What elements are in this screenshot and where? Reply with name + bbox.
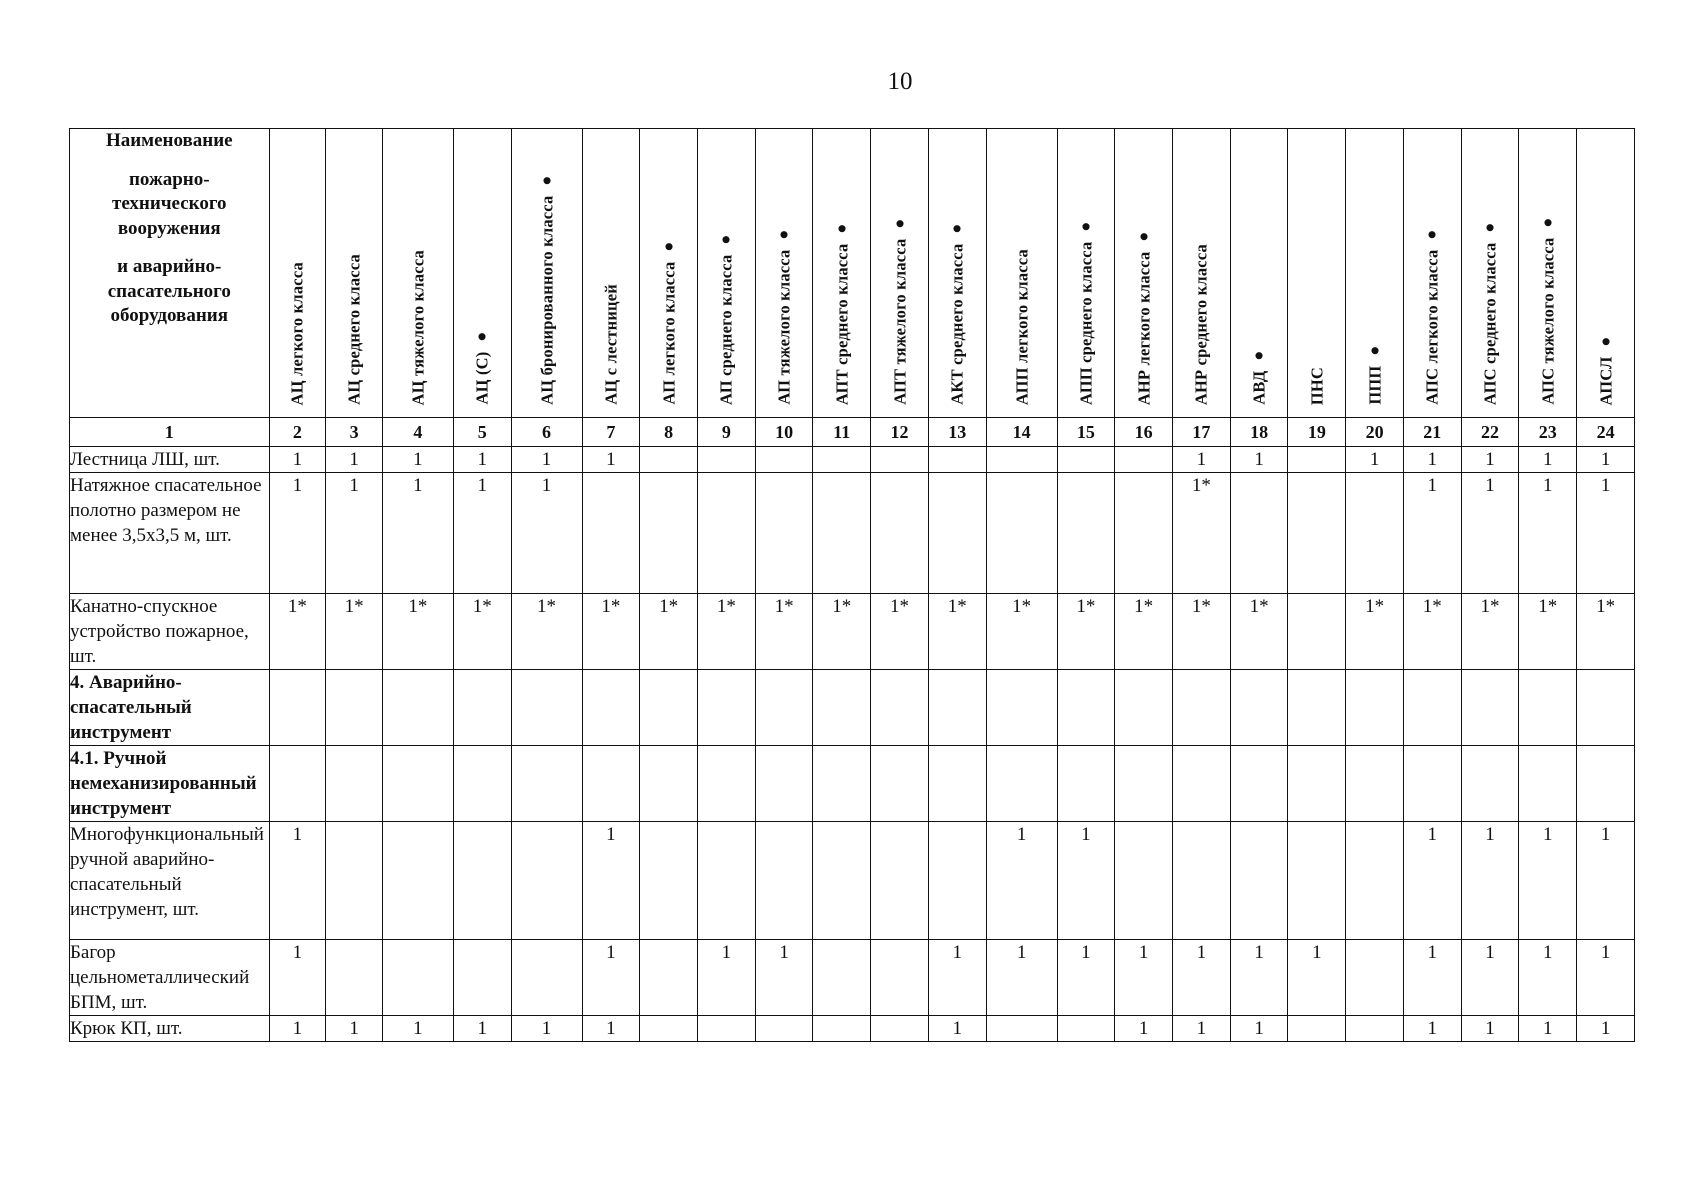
column-header	[382, 129, 453, 418]
table-cell	[382, 822, 453, 940]
table-row	[70, 746, 1635, 822]
row-name: Канатно-спускное устройство пожарное, шт.	[70, 594, 270, 670]
table-cell	[697, 746, 755, 822]
column-header	[1115, 129, 1173, 418]
column-number: 4	[382, 418, 453, 447]
row-name: Багор цельнометаллический БПМ, шт.	[70, 940, 270, 1016]
column-header	[1230, 129, 1288, 418]
table-cell	[1230, 822, 1288, 940]
table-cell: 1	[1115, 1016, 1173, 1042]
table-cell	[755, 746, 813, 822]
column-header	[582, 129, 640, 418]
table-cell: 1	[382, 473, 453, 594]
table-cell	[928, 822, 986, 940]
column-number: 3	[326, 418, 383, 447]
table-cell: 1	[1230, 940, 1288, 1016]
table-row	[70, 940, 1635, 1016]
table-cell	[871, 940, 929, 1016]
table-cell	[1173, 822, 1231, 940]
table-cell: 1*	[1461, 594, 1519, 670]
table-cell: 1	[1519, 473, 1577, 594]
header-row	[70, 129, 1635, 418]
table-cell	[697, 473, 755, 594]
column-header-label: АПС легкого класса ●	[1422, 226, 1442, 405]
table-cell: 1	[1577, 1016, 1635, 1042]
column-header	[1461, 129, 1519, 418]
table-cell	[1057, 746, 1115, 822]
table-cell: 1	[1461, 473, 1519, 594]
column-number: 1	[70, 418, 270, 447]
column-header	[1403, 129, 1461, 418]
table-row	[70, 1016, 1635, 1042]
column-number: 18	[1230, 418, 1288, 447]
column-header	[1173, 129, 1231, 418]
table-cell: 1	[1519, 940, 1577, 1016]
column-number: 10	[755, 418, 813, 447]
table-cell	[871, 1016, 929, 1042]
table-cell: 1	[582, 940, 640, 1016]
table-cell: 1*	[269, 594, 326, 670]
column-header	[986, 129, 1057, 418]
column-header-label: АПП легкого класса	[1012, 248, 1032, 405]
table-cell: 1	[1403, 473, 1461, 594]
table-cell	[640, 1016, 698, 1042]
table-cell: 1	[269, 1016, 326, 1042]
table-cell: 1	[928, 1016, 986, 1042]
table-cell: 1*	[582, 594, 640, 670]
table-cell	[1519, 746, 1577, 822]
column-header-label: АЦ (С) ●	[472, 328, 492, 405]
table-cell: 1	[326, 473, 383, 594]
table-cell	[1230, 670, 1288, 746]
table-cell: 1	[582, 447, 640, 473]
row-name: 4. Аварийно-спасательный инструмент	[70, 670, 270, 746]
table-cell	[453, 940, 511, 1016]
table-cell: 1	[382, 1016, 453, 1042]
table-cell	[1346, 940, 1404, 1016]
column-number: 6	[511, 418, 582, 447]
column-header-label: АП тяжелого класса ●	[774, 226, 794, 405]
table-cell: 1	[1115, 940, 1173, 1016]
column-number: 7	[582, 418, 640, 447]
table-cell: 1	[1577, 940, 1635, 1016]
table-cell	[1346, 1016, 1404, 1042]
table-cell	[582, 670, 640, 746]
table-cell	[755, 473, 813, 594]
table-cell	[1115, 670, 1173, 746]
table-cell	[1173, 670, 1231, 746]
table-cell: 1	[1577, 822, 1635, 940]
table-cell	[986, 746, 1057, 822]
table-cell: 1	[928, 940, 986, 1016]
table-cell	[1403, 670, 1461, 746]
row-name: Натяжное спасательное полотно размером не менее 3,5х3,5 м, шт.	[70, 473, 270, 594]
table-cell	[1288, 594, 1346, 670]
column-header-label: АЦ с лестницей	[601, 284, 621, 405]
column-header	[1346, 129, 1404, 418]
table-cell	[453, 822, 511, 940]
table-cell: 1	[326, 1016, 383, 1042]
equipment-table	[69, 128, 1635, 1042]
table-cell: 1	[511, 473, 582, 594]
table-cell: 1	[1173, 940, 1231, 1016]
table-cell	[640, 670, 698, 746]
table-row	[70, 473, 1635, 594]
table-cell	[813, 746, 871, 822]
page-number: 10	[887, 68, 913, 95]
column-header	[511, 129, 582, 418]
row-name: 4.1. Ручной немеханизированный инструмент	[70, 746, 270, 822]
table-cell: 1	[1057, 822, 1115, 940]
table-cell: 1	[1403, 447, 1461, 473]
table-cell: 1	[453, 473, 511, 594]
table-cell: 1	[269, 473, 326, 594]
table-cell: 1	[1461, 940, 1519, 1016]
column-number: 19	[1288, 418, 1346, 447]
column-number: 5	[453, 418, 511, 447]
table-cell: 1*	[1403, 594, 1461, 670]
header-line: вооружения	[117, 217, 221, 239]
table-cell	[1577, 670, 1635, 746]
table-cell	[1346, 473, 1404, 594]
row-name: Многофункциональный ручной аварийно-спасательный инструмент, шт.	[70, 822, 270, 940]
table-cell	[640, 746, 698, 822]
table-cell: 1	[326, 447, 383, 473]
table-cell: 1	[269, 447, 326, 473]
table-cell	[928, 473, 986, 594]
table-cell	[986, 447, 1057, 473]
column-header-label: АВД ●	[1249, 347, 1269, 405]
table-cell	[697, 822, 755, 940]
column-header-label: АКТ среднего класса ●	[947, 220, 967, 405]
table-cell	[871, 822, 929, 940]
table-cell	[928, 670, 986, 746]
table-cell	[511, 670, 582, 746]
table-cell	[1461, 746, 1519, 822]
table-cell	[871, 670, 929, 746]
header-line: Наименование	[105, 130, 233, 151]
table-row	[70, 447, 1635, 473]
table-cell	[382, 746, 453, 822]
table-cell	[1461, 670, 1519, 746]
table-row	[70, 822, 1635, 940]
column-number: 8	[640, 418, 698, 447]
table-cell: 1*	[1115, 594, 1173, 670]
column-number: 13	[928, 418, 986, 447]
table-cell	[813, 940, 871, 1016]
table-cell: 1	[269, 822, 326, 940]
column-number: 12	[871, 418, 929, 447]
table-cell	[755, 822, 813, 940]
column-header-label: ПНС	[1307, 366, 1327, 405]
table-cell	[1346, 670, 1404, 746]
column-header	[1288, 129, 1346, 418]
table-cell	[269, 746, 326, 822]
table-cell	[1115, 746, 1173, 822]
column-header	[640, 129, 698, 418]
column-number: 11	[813, 418, 871, 447]
table-cell	[453, 670, 511, 746]
header-line: оборудования	[110, 305, 228, 326]
table-cell	[1230, 746, 1288, 822]
table-cell: 1*	[1346, 594, 1404, 670]
column-header	[1519, 129, 1577, 418]
table-cell	[1115, 447, 1173, 473]
table-cell	[1288, 473, 1346, 594]
table-cell	[1057, 1016, 1115, 1042]
table-cell	[1403, 746, 1461, 822]
column-number: 21	[1403, 418, 1461, 447]
table-cell	[986, 670, 1057, 746]
table-cell	[269, 670, 326, 746]
column-header	[697, 129, 755, 418]
column-header	[1577, 129, 1635, 418]
table-cell	[382, 940, 453, 1016]
row-name: Крюк КП, шт.	[70, 1016, 270, 1042]
table-cell: 1*	[1519, 594, 1577, 670]
table-cell	[697, 670, 755, 746]
table-row	[70, 594, 1635, 670]
table-cell	[1057, 473, 1115, 594]
column-header-label: АПС среднего класса ●	[1480, 218, 1500, 405]
table-cell	[582, 473, 640, 594]
table-cell	[928, 447, 986, 473]
table-cell: 1*	[382, 594, 453, 670]
table-cell: 1	[453, 1016, 511, 1042]
table-cell: 1*	[453, 594, 511, 670]
table-cell	[697, 1016, 755, 1042]
column-header-label: АНР легкого класса ●	[1134, 227, 1154, 405]
table-cell	[453, 746, 511, 822]
table-cell: 1	[1577, 473, 1635, 594]
column-header-label: АНР среднего класса	[1191, 243, 1211, 405]
table-cell: 1	[1461, 822, 1519, 940]
column-header-label: АПТ среднего класса ●	[832, 219, 852, 405]
table-cell: 1*	[640, 594, 698, 670]
table-cell	[697, 447, 755, 473]
table-cell	[511, 822, 582, 940]
table-cell	[511, 746, 582, 822]
table-cell: 1	[453, 447, 511, 473]
column-header	[1057, 129, 1115, 418]
table-cell: 1	[755, 940, 813, 1016]
table-cell	[640, 940, 698, 1016]
table-cell	[1577, 746, 1635, 822]
column-number: 15	[1057, 418, 1115, 447]
table-cell: 1	[1288, 940, 1346, 1016]
table-cell: 1	[1519, 447, 1577, 473]
table-cell: 1	[1173, 447, 1231, 473]
table-cell	[1288, 822, 1346, 940]
table-cell: 1*	[871, 594, 929, 670]
table-cell: 1*	[986, 594, 1057, 670]
table-cell: 1*	[1230, 594, 1288, 670]
column-header	[269, 129, 326, 418]
table-cell	[813, 822, 871, 940]
table-cell	[1288, 746, 1346, 822]
table-cell: 1*	[1173, 594, 1231, 670]
header-line: технического	[112, 193, 227, 214]
column-header-label: АЦ тяжелого класса	[408, 249, 428, 405]
column-header	[871, 129, 929, 418]
table-cell: 1*	[813, 594, 871, 670]
table-cell: 1	[511, 1016, 582, 1042]
column-header-label: АПТ тяжелого класса ●	[890, 215, 910, 405]
header-line: и аварийно-	[117, 256, 222, 277]
column-number: 16	[1115, 418, 1173, 447]
table-cell: 1	[1403, 822, 1461, 940]
table-cell: 1	[1461, 1016, 1519, 1042]
column-header-label: АЦ бронированного класса ●	[537, 172, 557, 405]
table-cell: 1	[986, 940, 1057, 1016]
table-cell	[1519, 670, 1577, 746]
column-header	[453, 129, 511, 418]
table-cell: 1*	[1173, 473, 1231, 594]
column-number: 22	[1461, 418, 1519, 447]
column-number: 24	[1577, 418, 1635, 447]
table-cell	[1115, 822, 1173, 940]
column-header	[813, 129, 871, 418]
table-cell	[813, 447, 871, 473]
table-cell: 1	[1346, 447, 1404, 473]
column-header-label: АЦ среднего класса	[344, 254, 364, 405]
table-cell: 1*	[326, 594, 383, 670]
table-cell	[511, 940, 582, 1016]
table-cell: 1	[697, 940, 755, 1016]
table-cell	[326, 670, 383, 746]
table-cell	[640, 473, 698, 594]
table-cell	[755, 670, 813, 746]
column-header-label: АП среднего класса ●	[716, 231, 736, 405]
table-cell	[871, 473, 929, 594]
table-cell	[813, 473, 871, 594]
table-cell	[871, 746, 929, 822]
column-header-label: ППП ●	[1365, 342, 1385, 405]
table-cell: 1	[511, 447, 582, 473]
table-cell	[813, 1016, 871, 1042]
table-cell: 1	[1461, 447, 1519, 473]
table-row	[70, 670, 1635, 746]
table-cell	[928, 746, 986, 822]
table-cell: 1	[1519, 822, 1577, 940]
table-cell: 1	[986, 822, 1057, 940]
table-cell	[1057, 670, 1115, 746]
column-header-label: АП легкого класса ●	[659, 238, 679, 405]
table-cell: 1	[582, 1016, 640, 1042]
table-cell	[1115, 473, 1173, 594]
column-header	[326, 129, 383, 418]
table-cell: 1	[582, 822, 640, 940]
column-header	[755, 129, 813, 418]
table-cell	[382, 670, 453, 746]
column-number: 14	[986, 418, 1057, 447]
column-number-row	[70, 418, 1635, 447]
name-column-header	[70, 129, 270, 418]
column-header-label: АПС тяжелого класса ●	[1538, 214, 1558, 405]
table-cell	[1346, 746, 1404, 822]
table-cell	[326, 746, 383, 822]
table-cell: 1	[1519, 1016, 1577, 1042]
table-cell: 1*	[1057, 594, 1115, 670]
table-cell: 1	[1403, 940, 1461, 1016]
table-cell: 1*	[511, 594, 582, 670]
column-number: 17	[1173, 418, 1231, 447]
table-cell: 1	[269, 940, 326, 1016]
table-cell	[1230, 473, 1288, 594]
table-cell	[640, 822, 698, 940]
column-number: 23	[1519, 418, 1577, 447]
column-header	[928, 129, 986, 418]
table-cell: 1*	[928, 594, 986, 670]
header-line: спасательного	[107, 280, 231, 302]
table-cell	[326, 822, 383, 940]
table-cell	[986, 473, 1057, 594]
table-cell	[1288, 1016, 1346, 1042]
table-cell	[1346, 822, 1404, 940]
table-cell	[813, 670, 871, 746]
column-header-label: АЦ легкого класса	[287, 261, 307, 405]
table-cell	[755, 1016, 813, 1042]
table-body	[70, 447, 1635, 1042]
table-cell: 1*	[697, 594, 755, 670]
table-cell	[986, 1016, 1057, 1042]
table-cell	[755, 447, 813, 473]
table-cell: 1	[1230, 447, 1288, 473]
row-name: Лестница ЛШ, шт.	[70, 447, 270, 473]
table-cell: 1	[1403, 1016, 1461, 1042]
header-line: пожарно-	[128, 168, 210, 190]
column-header-label: АПСЛ ●	[1596, 332, 1616, 405]
table-cell	[1057, 447, 1115, 473]
table-cell: 1	[1230, 1016, 1288, 1042]
table-cell	[640, 447, 698, 473]
table-cell: 1*	[1577, 594, 1635, 670]
column-header-label: АПП среднего класса ●	[1076, 218, 1096, 405]
column-number: 20	[1346, 418, 1404, 447]
column-number: 2	[269, 418, 326, 447]
table-cell	[326, 940, 383, 1016]
table-cell	[1288, 447, 1346, 473]
table-cell: 1	[382, 447, 453, 473]
table-cell: 1	[1577, 447, 1635, 473]
table-cell: 1	[1057, 940, 1115, 1016]
table-cell	[871, 447, 929, 473]
table-cell: 1*	[755, 594, 813, 670]
table-cell	[1288, 670, 1346, 746]
column-number: 9	[697, 418, 755, 447]
table-cell: 1	[1173, 1016, 1231, 1042]
table-cell	[582, 746, 640, 822]
table-cell	[1173, 746, 1231, 822]
